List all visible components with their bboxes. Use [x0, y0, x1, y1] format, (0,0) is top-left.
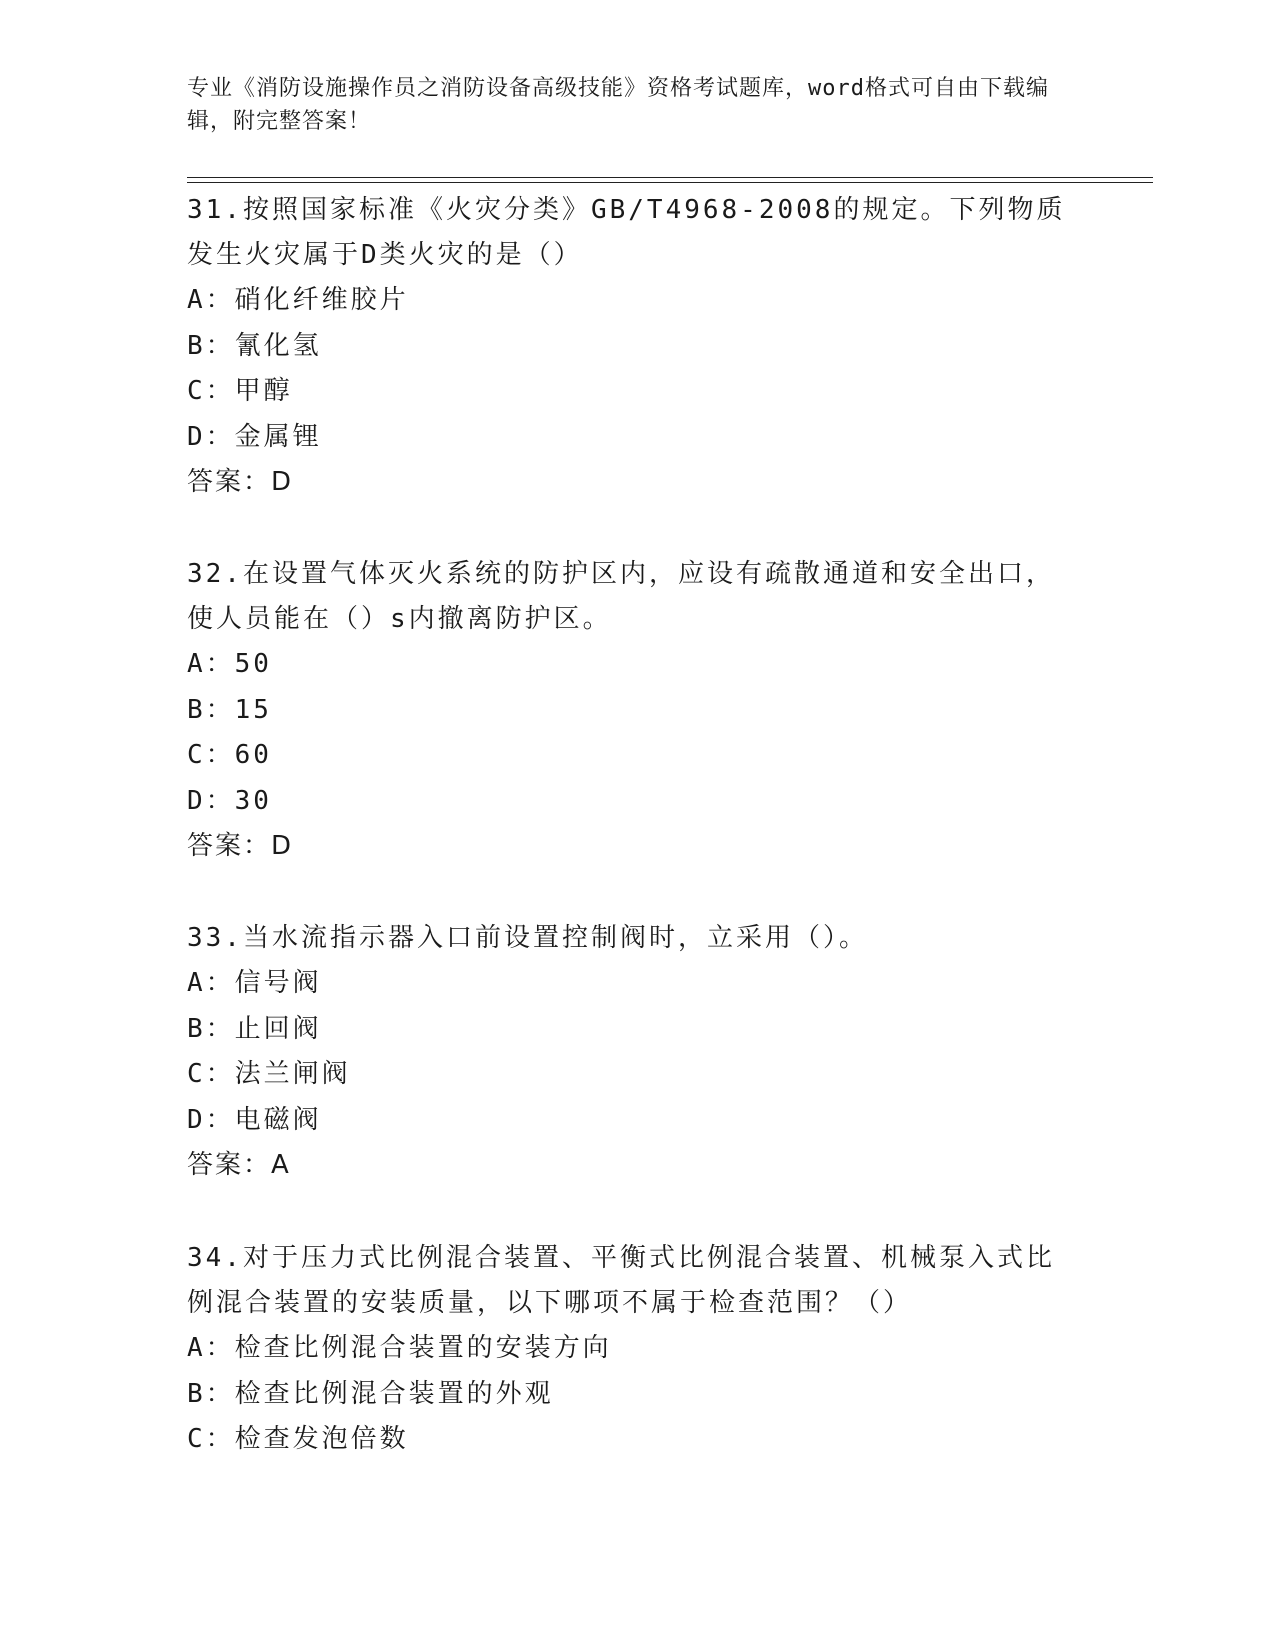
option-d [187, 415, 1067, 461]
option-text: 检查发泡倍数 [234, 1424, 409, 1454]
option-text: 15 [234, 694, 272, 725]
option-letter: A： [187, 968, 235, 998]
option-text: 金属锂 [234, 421, 322, 452]
option-letter: D： [187, 421, 235, 452]
option-letter: A： [187, 285, 235, 315]
document-intro: 专业《消防设施操作员之消防设备高级技能》资格考试题库，word格式可自由下载编辑，附完整答案！ [187, 76, 1049, 134]
option-b [187, 1372, 1067, 1418]
option-letter: C： [187, 1059, 235, 1089]
question-text: 31.按照国家标准《火灾分类》GB/T4968-2008的规定。下列物质发生火灾属于D类火灾的是（） [187, 195, 1066, 270]
option-text: 检查比例混合装置的外观 [234, 1378, 554, 1409]
question-31 [187, 188, 1067, 505]
option-a [187, 1326, 1067, 1372]
option-a [187, 961, 1067, 1007]
question-32 [187, 552, 1067, 869]
option-letter: A： [187, 1333, 235, 1363]
option-d [187, 779, 1067, 825]
option-a [187, 278, 1067, 324]
option-c [187, 1052, 1067, 1098]
option-text: 信号阀 [234, 968, 322, 998]
header-divider-bottom [187, 182, 1153, 183]
option-letter: D： [187, 785, 235, 816]
option-text: 法兰闸阀 [234, 1059, 351, 1089]
answer-text: 答案：A [187, 1150, 291, 1180]
question-text: 33.当水流指示器入口前设置控制阀时，立采用（）。 [187, 923, 868, 953]
option-letter: A： [187, 649, 235, 679]
option-letter: B： [187, 1378, 235, 1409]
question-33 [187, 916, 1067, 1188]
header-divider-top [187, 177, 1153, 178]
option-letter: B： [187, 330, 235, 361]
option-text: 检查比例混合装置的安装方向 [234, 1333, 612, 1363]
option-b [187, 1007, 1067, 1053]
option-letter: C： [187, 740, 235, 770]
option-a [187, 642, 1067, 688]
option-b [187, 324, 1067, 370]
option-text: 30 [234, 785, 272, 816]
option-text: 止回阀 [234, 1013, 322, 1044]
option-letter: B： [187, 694, 235, 725]
option-text: 氰化氢 [234, 330, 322, 361]
answer-text: 答案：D [187, 467, 294, 497]
option-text: 电磁阀 [234, 1104, 322, 1135]
option-text: 甲醇 [234, 376, 293, 406]
option-letter: C： [187, 376, 235, 406]
option-c [187, 369, 1067, 415]
answer-text: 答案：D [187, 831, 294, 861]
question-text: 34.对于压力式比例混合装置、平衡式比例混合装置、机械泵入式比例混合装置的安装质量，以下哪项不属于检查范围？（） [187, 1243, 1055, 1318]
question-34 [187, 1236, 1067, 1463]
option-c [187, 1417, 1067, 1463]
option-text: 60 [234, 740, 272, 770]
option-b [187, 688, 1067, 734]
option-d [187, 1098, 1067, 1144]
option-text: 50 [234, 649, 272, 679]
option-c [187, 733, 1067, 779]
option-letter: B： [187, 1013, 235, 1044]
question-text: 32.在设置气体灭火系统的防护区内，应设有疏散通道和安全出口，使人员能在（）s内撤离防护区。 [187, 559, 1055, 634]
option-letter: D： [187, 1104, 235, 1135]
option-text: 硝化纤维胶片 [234, 285, 409, 315]
option-letter: C： [187, 1424, 235, 1454]
